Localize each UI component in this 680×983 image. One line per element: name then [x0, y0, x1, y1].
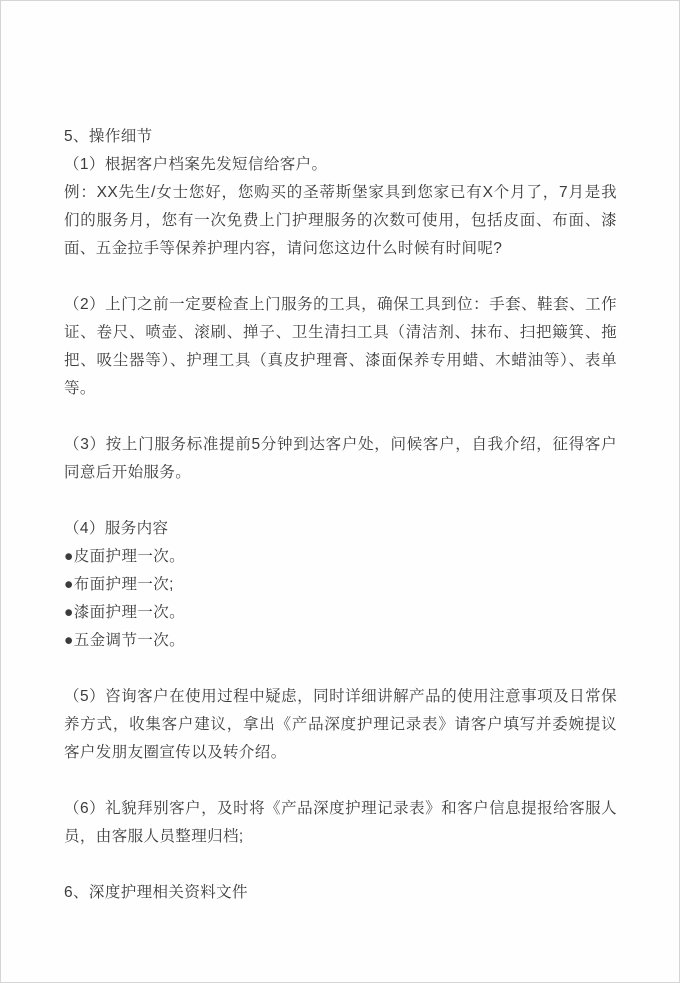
item-6-text: （6）礼貌拜别客户，及时将《产品深度护理记录表》和客户信息提报给客服人员，由客服人员整理归档; [64, 800, 617, 845]
item-4-bullet-hardware: ●五金调节一次。 [64, 632, 186, 649]
section-5-title: 5、操作细节 [64, 128, 153, 145]
item-1-text: （1）根据客户档案先发短信给客户。 [64, 156, 328, 173]
item-4-bullet-fabric: ●布面护理一次; [64, 576, 174, 593]
item-2-text: （2）上门之前一定要检查上门服务的工具，确保工具到位：手套、鞋套、工作证、卷尺、喷壶、滚刷、掸子、卫生清扫工具（清洁剂、抹布、扫把簸箕、拖把、吸尘器等）、护理工具（真皮护理膏、漆面保养专用蜡、木蜡油等）、表单等。 [64, 296, 617, 397]
item-4-bullet-leather: ●皮面护理一次。 [64, 548, 186, 565]
item-3-text: （3）按上门服务标准提前5分钟到达客户处，问候客户，自我介绍，征得客户同意后开始服务。 [64, 436, 617, 481]
item-4-title: （4）服务内容 [64, 520, 169, 537]
item-5-text: （5）咨询客户在使用过程中疑虑，同时详细讲解产品的使用注意事项及日常保养方式，收集客户建议，拿出《产品深度护理记录表》请客户填写并委婉提议客户发朋友圈宣传以及转介绍。 [64, 688, 617, 761]
item-4-bullet-paint: ●漆面护理一次。 [64, 604, 186, 621]
section-6-title: 6、深度护理相关资料文件 [64, 884, 248, 901]
item-1-example-text: 例：XX先生/女士您好，您购买的圣蒂斯堡家具到您家已有X个月了，7月是我们的服务月，您有一次免费上门护理服务的次数可使用，包括皮面、布面、漆面、五金拉手等保养护理内容，请问您这边什么时候有时间呢? [64, 184, 617, 257]
